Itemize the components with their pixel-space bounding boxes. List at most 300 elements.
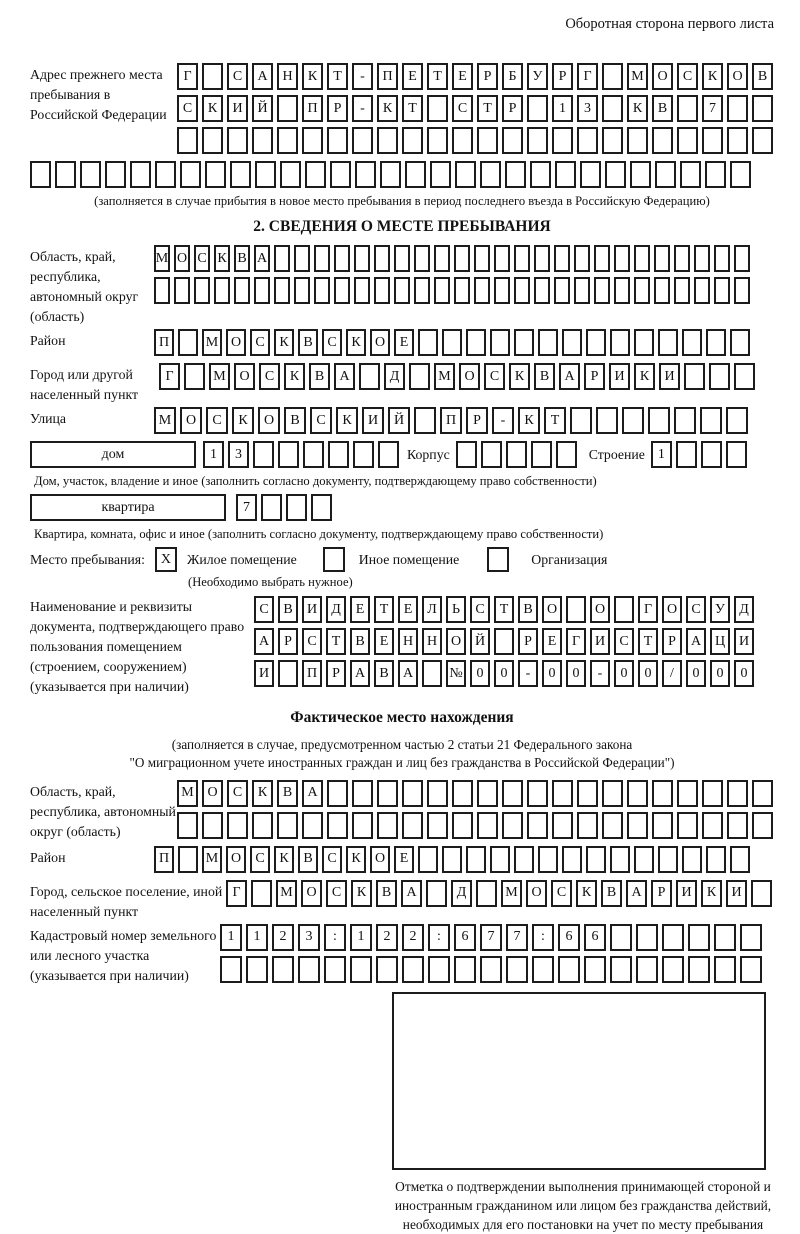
- actual-city-row: [226, 880, 776, 907]
- char-cell: Й: [388, 407, 410, 434]
- char-cell: А: [350, 660, 370, 687]
- char-cell: [740, 956, 762, 983]
- char-cell: Г: [566, 628, 586, 655]
- char-cell: Е: [374, 628, 394, 655]
- char-cell: [562, 329, 582, 356]
- char-cell: [527, 812, 548, 839]
- char-cell: В: [601, 880, 622, 907]
- char-cell: К: [284, 363, 305, 390]
- char-cell: Г: [577, 63, 598, 90]
- char-cell: О: [459, 363, 480, 390]
- char-cell: [622, 407, 644, 434]
- char-cell: [636, 956, 658, 983]
- char-cell: [350, 956, 372, 983]
- char-cell: [702, 812, 723, 839]
- char-cell: [477, 127, 498, 154]
- char-cell: [652, 780, 673, 807]
- char-cell: [605, 161, 626, 188]
- char-cell: С: [484, 363, 505, 390]
- char-cell: [466, 846, 486, 873]
- city-label: Город или другой населенный пункт: [30, 367, 139, 402]
- section2-title: 2. СВЕДЕНИЯ О МЕСТЕ ПРЕБЫВАНИЯ: [253, 218, 551, 235]
- char-cell: [634, 245, 650, 272]
- char-cell: [701, 441, 722, 468]
- char-cell: [534, 277, 550, 304]
- char-cell: Й: [252, 95, 273, 122]
- char-cell: [330, 161, 351, 188]
- char-cell: В: [374, 660, 394, 687]
- char-cell: 1: [350, 924, 372, 951]
- char-cell: Н: [277, 63, 298, 90]
- char-cell: С: [310, 407, 332, 434]
- char-cell: [177, 812, 198, 839]
- char-cell: Р: [326, 660, 346, 687]
- char-cell: [298, 956, 320, 983]
- actual-region-row-2: [177, 812, 777, 839]
- document-label: Наименование и реквизиты документа, подтверждающего право пользования помещением (строением, сооружением) (указывается при наличии): [30, 599, 245, 694]
- char-cell: 0: [638, 660, 658, 687]
- char-cell: [380, 161, 401, 188]
- char-cell: В: [376, 880, 397, 907]
- char-cell: К: [214, 245, 230, 272]
- char-cell: [477, 812, 498, 839]
- char-cell: Н: [398, 628, 418, 655]
- char-cell: П: [154, 329, 174, 356]
- char-cell: П: [377, 63, 398, 90]
- char-cell: [280, 161, 301, 188]
- char-cell: [227, 812, 248, 839]
- char-cell: [294, 277, 310, 304]
- char-cell: [427, 127, 448, 154]
- char-cell: [327, 780, 348, 807]
- char-cell: В: [534, 363, 555, 390]
- char-cell: [530, 161, 551, 188]
- district-label: Район: [30, 333, 66, 348]
- char-cell: [506, 441, 527, 468]
- char-cell: К: [509, 363, 530, 390]
- region-label: Область, край, республика, автономный округ (область): [30, 249, 139, 324]
- char-cell: К: [702, 63, 723, 90]
- char-cell: 0: [470, 660, 490, 687]
- char-cell: [252, 127, 273, 154]
- char-cell: Ь: [446, 596, 466, 623]
- char-cell: О: [258, 407, 280, 434]
- char-cell: [652, 127, 673, 154]
- char-cell: -: [352, 63, 373, 90]
- char-cell: [577, 127, 598, 154]
- char-cell: [702, 127, 723, 154]
- checkbox-other-premises: [323, 547, 345, 572]
- char-cell: М: [627, 63, 648, 90]
- char-cell: К: [274, 329, 294, 356]
- region-row-1: [154, 245, 754, 272]
- char-cell: [706, 846, 726, 873]
- char-cell: Т: [494, 596, 514, 623]
- char-cell: [514, 329, 534, 356]
- char-cell: У: [710, 596, 730, 623]
- char-cell: Т: [402, 95, 423, 122]
- stay-type-row: [30, 547, 774, 572]
- char-cell: [658, 329, 678, 356]
- char-cell: [452, 127, 473, 154]
- char-cell: [634, 277, 650, 304]
- char-cell: С: [470, 596, 490, 623]
- char-cell: [494, 277, 510, 304]
- region-field: [30, 245, 774, 327]
- char-cell: [674, 245, 690, 272]
- char-cell: С: [194, 245, 210, 272]
- char-cell: А: [334, 363, 355, 390]
- char-cell: В: [234, 245, 250, 272]
- char-cell: [727, 780, 748, 807]
- char-cell: [434, 245, 450, 272]
- char-cell: [180, 161, 201, 188]
- char-cell: [556, 441, 577, 468]
- char-cell: И: [676, 880, 697, 907]
- char-cell: А: [686, 628, 706, 655]
- char-cell: А: [626, 880, 647, 907]
- street-field: [30, 407, 774, 439]
- char-cell: Е: [398, 596, 418, 623]
- char-cell: 3: [577, 95, 598, 122]
- char-cell: [594, 277, 610, 304]
- char-cell: [584, 956, 606, 983]
- char-cell: [418, 846, 438, 873]
- char-cell: [194, 277, 210, 304]
- char-cell: С: [177, 95, 198, 122]
- cadastral-row-2: [220, 956, 766, 983]
- char-cell: К: [274, 846, 294, 873]
- char-cell: [394, 277, 410, 304]
- char-cell: [730, 846, 750, 873]
- char-cell: [278, 660, 298, 687]
- char-cell: А: [252, 63, 273, 90]
- char-cell: А: [254, 628, 274, 655]
- char-cell: С: [227, 63, 248, 90]
- char-cell: [277, 95, 298, 122]
- char-cell: О: [446, 628, 466, 655]
- char-cell: 1: [203, 441, 224, 468]
- char-cell: В: [350, 628, 370, 655]
- char-cell: [674, 407, 696, 434]
- char-cell: О: [202, 780, 223, 807]
- char-cell: И: [609, 363, 630, 390]
- char-cell: [677, 95, 698, 122]
- char-cell: [714, 956, 736, 983]
- char-cell: [202, 812, 223, 839]
- char-cell: С: [254, 596, 274, 623]
- char-cell: [494, 628, 514, 655]
- char-cell: О: [226, 846, 246, 873]
- char-cell: Д: [384, 363, 405, 390]
- char-cell: [253, 441, 274, 468]
- house-box: дом: [30, 441, 196, 468]
- char-cell: С: [686, 596, 706, 623]
- char-cell: К: [232, 407, 254, 434]
- char-cell: [682, 329, 702, 356]
- char-cell: /: [662, 660, 682, 687]
- stamp-area: [392, 992, 774, 1234]
- char-cell: К: [202, 95, 223, 122]
- char-cell: [414, 407, 436, 434]
- char-cell: О: [370, 329, 390, 356]
- cadastral-field: [30, 924, 774, 988]
- char-cell: Т: [327, 63, 348, 90]
- char-cell: О: [652, 63, 673, 90]
- char-cell: [677, 780, 698, 807]
- actual-location-note-2: "О миграционном учете иностранных граждан и лиц без гражданства в Российской Федерации"): [129, 755, 675, 771]
- char-cell: Р: [466, 407, 488, 434]
- char-cell: [274, 245, 290, 272]
- char-cell: С: [227, 780, 248, 807]
- char-cell: В: [652, 95, 673, 122]
- char-cell: [377, 127, 398, 154]
- char-cell: [627, 812, 648, 839]
- char-cell: [662, 924, 684, 951]
- char-cell: [502, 780, 523, 807]
- char-cell: [502, 127, 523, 154]
- char-cell: Т: [427, 63, 448, 90]
- char-cell: [155, 161, 176, 188]
- char-cell: [452, 780, 473, 807]
- char-cell: К: [302, 63, 323, 90]
- char-cell: В: [752, 63, 773, 90]
- char-cell: В: [309, 363, 330, 390]
- char-cell: [614, 245, 630, 272]
- char-cell: [514, 846, 534, 873]
- char-cell: Р: [327, 95, 348, 122]
- char-cell: [596, 407, 618, 434]
- char-cell: [278, 441, 299, 468]
- char-cell: [294, 245, 310, 272]
- char-cell: [480, 161, 501, 188]
- char-cell: [677, 127, 698, 154]
- region-row-2: [154, 277, 754, 304]
- char-cell: П: [302, 95, 323, 122]
- char-cell: [752, 780, 773, 807]
- char-cell: 0: [614, 660, 634, 687]
- char-cell: [490, 329, 510, 356]
- district-field: [30, 329, 774, 361]
- char-cell: Д: [326, 596, 346, 623]
- char-cell: [514, 277, 530, 304]
- char-cell: [454, 245, 470, 272]
- char-cell: Т: [638, 628, 658, 655]
- char-cell: [586, 846, 606, 873]
- char-cell: С: [452, 95, 473, 122]
- char-cell: 0: [710, 660, 730, 687]
- char-cell: О: [370, 846, 390, 873]
- char-cell: Й: [470, 628, 490, 655]
- char-cell: Е: [402, 63, 423, 90]
- char-cell: :: [428, 924, 450, 951]
- char-cell: М: [154, 407, 176, 434]
- char-cell: [566, 596, 586, 623]
- char-cell: [594, 245, 610, 272]
- stamp-box: [392, 992, 766, 1170]
- char-cell: М: [202, 329, 222, 356]
- char-cell: [355, 161, 376, 188]
- char-cell: [577, 812, 598, 839]
- stroenie-cells: [651, 441, 751, 468]
- char-cell: [714, 245, 730, 272]
- char-cell: [634, 329, 654, 356]
- house-note: Дом, участок, владение и иное (заполнить согласно документу, подтверждающему право собственности): [34, 474, 597, 488]
- char-cell: [55, 161, 76, 188]
- char-cell: [734, 277, 750, 304]
- char-cell: [481, 441, 502, 468]
- char-cell: С: [614, 628, 634, 655]
- char-cell: [454, 277, 470, 304]
- actual-region-label: Область, край, республика, автономный округ (область): [30, 783, 176, 839]
- char-cell: 1: [651, 441, 672, 468]
- char-cell: 2: [272, 924, 294, 951]
- char-cell: [554, 245, 570, 272]
- char-cell: [552, 780, 573, 807]
- char-cell: 1: [220, 924, 242, 951]
- char-cell: [246, 956, 268, 983]
- char-cell: [454, 956, 476, 983]
- char-cell: [658, 846, 678, 873]
- char-cell: [405, 161, 426, 188]
- char-cell: К: [351, 880, 372, 907]
- char-cell: Л: [422, 596, 442, 623]
- char-cell: Е: [542, 628, 562, 655]
- char-cell: [409, 363, 430, 390]
- char-cell: [311, 494, 332, 521]
- city-row: [159, 363, 759, 390]
- char-cell: Т: [374, 596, 394, 623]
- char-cell: [474, 277, 490, 304]
- char-cell: [602, 127, 623, 154]
- char-cell: К: [346, 329, 366, 356]
- actual-location-note-1: (заполняется в случае, предусмотренном частью 2 статьи 21 Федерального закона: [171, 737, 633, 752]
- char-cell: [302, 812, 323, 839]
- char-cell: А: [401, 880, 422, 907]
- char-cell: А: [302, 780, 323, 807]
- char-cell: [627, 780, 648, 807]
- prev-address-row-3: [177, 127, 777, 154]
- char-cell: [402, 956, 424, 983]
- char-cell: [130, 161, 151, 188]
- char-cell: [562, 846, 582, 873]
- char-cell: А: [559, 363, 580, 390]
- char-cell: Г: [159, 363, 180, 390]
- char-cell: 0: [686, 660, 706, 687]
- house-row: [30, 441, 774, 468]
- char-cell: [714, 277, 730, 304]
- char-cell: У: [527, 63, 548, 90]
- korpus-cells: [456, 441, 581, 468]
- char-cell: [334, 277, 350, 304]
- char-cell: [455, 161, 476, 188]
- char-cell: [610, 956, 632, 983]
- char-cell: С: [326, 880, 347, 907]
- char-cell: В: [277, 780, 298, 807]
- stamp-caption: Отметка о подтверждении выполнения принимающей стороной и иностранным гражданином или лицом без гражданства действий, необходимых для его постановки на учет по месту пребывания: [394, 1178, 772, 1233]
- actual-city-field: [30, 880, 774, 922]
- char-cell: [506, 956, 528, 983]
- city-field: [30, 363, 774, 405]
- char-cell: Р: [651, 880, 672, 907]
- char-cell: [634, 846, 654, 873]
- char-cell: [674, 277, 690, 304]
- char-cell: [580, 161, 601, 188]
- char-cell: [531, 441, 552, 468]
- char-cell: 7: [236, 494, 257, 521]
- char-cell: [414, 245, 430, 272]
- char-cell: 1: [246, 924, 268, 951]
- char-cell: [602, 780, 623, 807]
- char-cell: 2: [402, 924, 424, 951]
- char-cell: [527, 127, 548, 154]
- char-cell: [574, 277, 590, 304]
- char-cell: 2: [376, 924, 398, 951]
- char-cell: [676, 441, 697, 468]
- char-cell: [705, 161, 726, 188]
- prev-address-row-4: [30, 161, 774, 188]
- char-cell: [80, 161, 101, 188]
- char-cell: [353, 441, 374, 468]
- char-cell: Е: [394, 329, 414, 356]
- char-cell: [586, 329, 606, 356]
- actual-district-row: [154, 846, 754, 873]
- char-cell: [751, 880, 772, 907]
- char-cell: 7: [702, 95, 723, 122]
- char-cell: К: [634, 363, 655, 390]
- char-cell: [532, 956, 554, 983]
- char-cell: -: [518, 660, 538, 687]
- char-cell: И: [726, 880, 747, 907]
- char-cell: Н: [422, 628, 442, 655]
- char-cell: [154, 277, 170, 304]
- char-cell: [682, 846, 702, 873]
- char-cell: [314, 245, 330, 272]
- actual-region-row-1: [177, 780, 777, 807]
- char-cell: [552, 812, 573, 839]
- house-number-cells: [203, 441, 403, 468]
- char-cell: [466, 329, 486, 356]
- char-cell: [700, 407, 722, 434]
- char-cell: 3: [298, 924, 320, 951]
- char-cell: [427, 812, 448, 839]
- char-cell: [558, 956, 580, 983]
- char-cell: [327, 127, 348, 154]
- char-cell: Р: [552, 63, 573, 90]
- korpus-label: Корпус: [407, 446, 450, 462]
- char-cell: Р: [584, 363, 605, 390]
- char-cell: О: [526, 880, 547, 907]
- char-cell: [688, 924, 710, 951]
- char-cell: К: [252, 780, 273, 807]
- char-cell: Р: [278, 628, 298, 655]
- char-cell: 6: [558, 924, 580, 951]
- char-cell: Д: [451, 880, 472, 907]
- char-cell: [538, 329, 558, 356]
- char-cell: О: [727, 63, 748, 90]
- char-cell: [505, 161, 526, 188]
- char-cell: [261, 494, 282, 521]
- char-cell: [538, 846, 558, 873]
- char-cell: Б: [502, 63, 523, 90]
- char-cell: [184, 363, 205, 390]
- char-cell: [414, 277, 430, 304]
- char-cell: И: [362, 407, 384, 434]
- char-cell: -: [590, 660, 610, 687]
- char-cell: [602, 95, 623, 122]
- char-cell: [636, 924, 658, 951]
- char-cell: [334, 245, 350, 272]
